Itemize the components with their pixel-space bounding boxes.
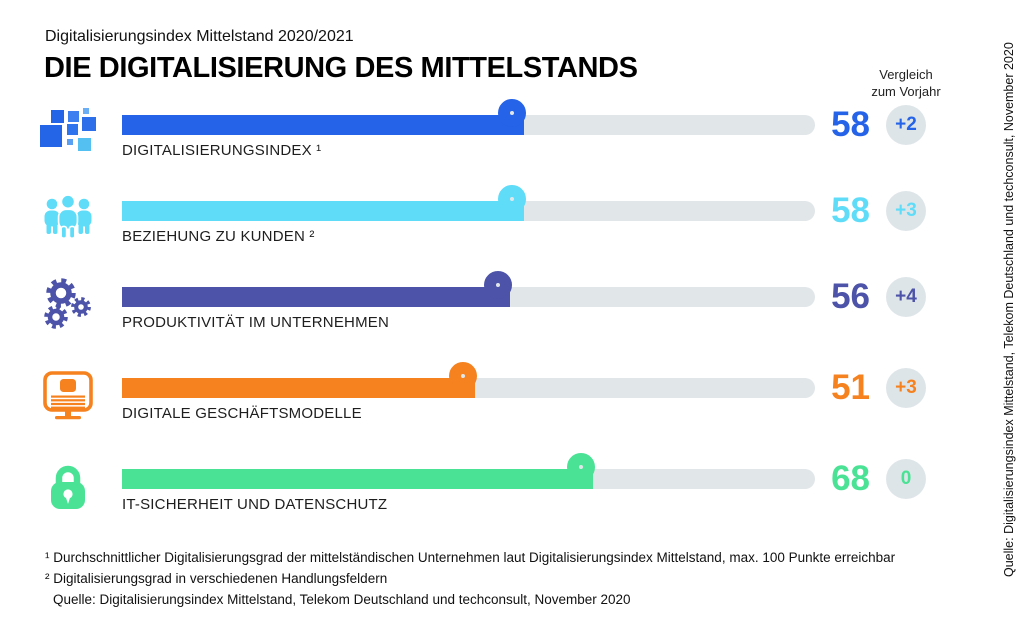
change-badge: +3 [886, 368, 926, 408]
row-label: DIGITALISIERUNGSINDEX ¹ [122, 142, 322, 159]
change-badge: 0 [886, 459, 926, 499]
indicator-row [0, 98, 980, 178]
slider-fill [122, 115, 524, 135]
row-label: BEZIEHUNG ZU KUNDEN ² [122, 228, 315, 245]
comparison-header-line2: zum Vorjahr [871, 84, 941, 99]
slider-fill [122, 378, 475, 398]
slider-knob[interactable] [484, 271, 512, 299]
row-value: 58 [831, 191, 870, 230]
chart-title: DIE DIGITALISIERUNG DES MITTELSTANDS [44, 52, 638, 84]
chart-subtitle: Digitalisierungsindex Mittelstand 2020/2021 [45, 28, 354, 45]
change-badge: +2 [886, 105, 926, 145]
pixel-grid-icon [38, 106, 98, 158]
row-label: IT-SICHERHEIT UND DATENSCHUTZ [122, 496, 388, 513]
footnote-line: ¹ Durchschnittlicher Digitalisierungsgrad der mittelständischen Unternehmen laut Digitalisierungsindex Mittelstand, max. 100 Punkte erreichbar [45, 550, 896, 565]
footnotes [45, 547, 895, 610]
row-label: PRODUKTIVITÄT IM UNTERNEHMEN [122, 314, 390, 331]
indicator-row [0, 184, 980, 264]
slider-fill [122, 287, 510, 307]
row-value: 56 [831, 277, 870, 316]
row-value: 58 [831, 105, 870, 144]
gears-icon [38, 278, 98, 330]
row-value: 68 [831, 459, 870, 498]
footnote-line: ² Digitalisierungsgrad in verschiedenen Handlungsfeldern [45, 571, 388, 586]
slider-knob[interactable] [498, 99, 526, 127]
slider-fill [122, 469, 593, 489]
source-vertical-text: Quelle: Digitalisierungsindex Mittelstand, Telekom Deutschland und techconsult, November 2020 [1002, 42, 1016, 578]
comparison-header-line1: Vergleich [879, 67, 933, 82]
lock-icon [38, 460, 98, 512]
indicator-row [0, 270, 980, 350]
monitor-icon [38, 369, 98, 421]
indicator-row [0, 452, 980, 532]
change-badge: +3 [886, 191, 926, 231]
row-label: DIGITALE GESCHÄFTSMODELLE [122, 405, 362, 422]
row-value: 51 [831, 368, 870, 407]
indicator-row [0, 361, 980, 441]
slider-knob[interactable] [498, 185, 526, 213]
change-badge: +4 [886, 277, 926, 317]
slider-fill [122, 201, 524, 221]
footnote-line: Quelle: Digitalisierungsindex Mittelstand, Telekom Deutschland und techconsult, November 2020 [53, 592, 631, 607]
customers-group-icon [38, 192, 98, 244]
